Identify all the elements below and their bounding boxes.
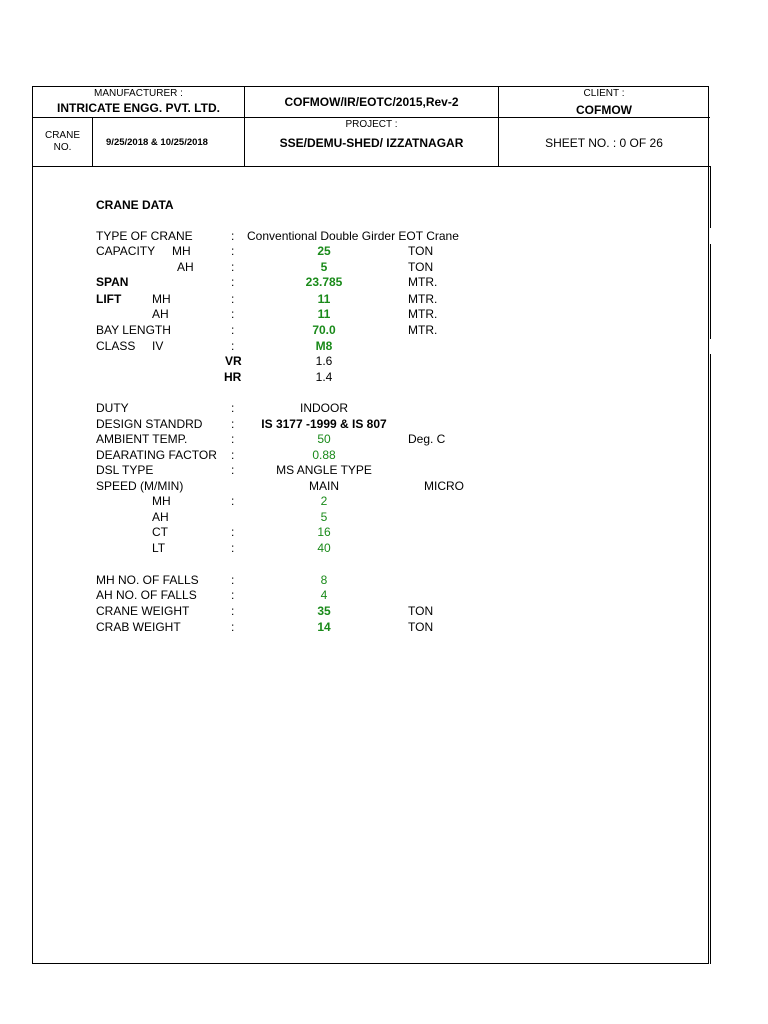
colon: : xyxy=(231,275,235,289)
document-number: COFMOW/IR/EOTC/2015,Rev-2 xyxy=(284,95,459,109)
capacity-mh-label: MH xyxy=(172,244,191,258)
vr-value: 1.6 xyxy=(315,354,333,368)
capacity-ah-label: AH xyxy=(177,260,194,274)
colon: : xyxy=(231,494,235,508)
edge-mark-2 xyxy=(710,244,711,339)
colon: : xyxy=(231,292,235,306)
hr-label: HR xyxy=(224,370,242,384)
header-divider-1 xyxy=(32,117,710,118)
colon: : xyxy=(231,323,235,337)
colon: : xyxy=(231,417,235,431)
lift-mh-unit: MTR. xyxy=(408,292,438,306)
sheet-number: SHEET NO. : 0 OF 26 xyxy=(545,136,663,150)
hr-value: 1.4 xyxy=(315,370,333,384)
section-title: CRANE DATA xyxy=(96,198,174,212)
crab-weight-label: CRAB WEIGHT xyxy=(96,620,181,634)
crab-weight-unit: TON xyxy=(408,620,434,634)
speed-ah-value: 5 xyxy=(320,510,328,524)
crane-no-label-2: NO. xyxy=(53,142,72,153)
span-unit: MTR. xyxy=(408,275,438,289)
crane-weight-unit: TON xyxy=(408,604,434,618)
dsl-type-value: MS ANGLE TYPE xyxy=(276,463,372,477)
colon: : xyxy=(231,573,235,587)
colon: : xyxy=(231,229,235,243)
design-standard-label: DESIGN STANDRD xyxy=(96,417,203,431)
lift-label: LIFT xyxy=(96,292,122,306)
derating-factor-label: DEARATING FACTOR xyxy=(96,448,217,462)
colon: : xyxy=(231,401,235,415)
span-label: SPAN xyxy=(96,275,129,289)
speed-mh-label: MH xyxy=(152,494,171,508)
speed-ah-label: AH xyxy=(152,510,169,524)
colon: : xyxy=(231,525,235,539)
capacity-mh-unit: TON xyxy=(408,244,434,258)
lift-mh-value: 11 xyxy=(317,292,331,306)
client-name: COFMOW xyxy=(576,103,632,117)
class-value: M8 xyxy=(315,339,333,353)
colon: : xyxy=(231,260,235,274)
bay-length-label: BAY LENGTH xyxy=(96,323,171,337)
duty-label: DUTY xyxy=(96,401,129,415)
colon: : xyxy=(231,620,235,634)
lift-ah-label: AH xyxy=(152,307,169,321)
manufacturer-label: MANUFACTURER : xyxy=(94,88,183,99)
duty-value: INDOOR xyxy=(300,401,348,415)
type-of-crane-value: Conventional Double Girder EOT Crane xyxy=(247,229,459,243)
colon: : xyxy=(231,339,235,353)
mh-falls-label: MH NO. OF FALLS xyxy=(96,573,199,587)
ambient-temp-value: 50 xyxy=(317,432,331,446)
manufacturer-name: INTRICATE ENGG. PVT. LTD. xyxy=(57,101,220,115)
lift-ah-value: 11 xyxy=(317,307,331,321)
ah-falls-value: 4 xyxy=(320,588,328,602)
client-label: CLIENT : xyxy=(583,88,625,99)
span-value: 23.785 xyxy=(305,275,343,289)
bay-length-value: 70.0 xyxy=(312,323,336,337)
derating-factor-value: 0.88 xyxy=(312,448,336,462)
colon: : xyxy=(231,604,235,618)
speed-lt-value: 40 xyxy=(317,541,331,555)
crane-weight-label: CRANE WEIGHT xyxy=(96,604,190,618)
design-standard-value: IS 3177 -1999 & IS 807 xyxy=(261,417,387,431)
colon: : xyxy=(231,588,235,602)
speed-lt-label: LT xyxy=(152,541,166,555)
bay-length-unit: MTR. xyxy=(408,323,438,337)
class-sub-label: IV xyxy=(152,339,164,353)
crane-dates: 9/25/2018 & 10/25/2018 xyxy=(106,137,208,148)
speed-main-header: MAIN xyxy=(309,479,339,493)
colon: : xyxy=(231,244,235,258)
ambient-temp-unit: Deg. C xyxy=(408,432,446,446)
mh-falls-value: 8 xyxy=(320,573,328,587)
capacity-label: CAPACITY xyxy=(96,244,156,258)
ambient-temp-label: AMBIENT TEMP. xyxy=(96,432,188,446)
project-name: SSE/DEMU-SHED/ IZZATNAGAR xyxy=(279,136,464,150)
capacity-mh-value: 25 xyxy=(317,244,331,258)
class-label: CLASS xyxy=(96,339,136,353)
crane-no-label-1: CRANE xyxy=(44,130,80,141)
document-frame xyxy=(32,86,709,964)
capacity-ah-unit: TON xyxy=(408,260,434,274)
dsl-type-label: DSL TYPE xyxy=(96,463,154,477)
type-of-crane-label: TYPE OF CRANE xyxy=(96,229,193,243)
edge-mark-3 xyxy=(710,354,711,964)
capacity-ah-value: 5 xyxy=(320,260,328,274)
speed-label: SPEED (M/MIN) xyxy=(96,479,184,493)
colon: : xyxy=(231,307,235,321)
edge-mark-1 xyxy=(710,166,711,228)
colon: : xyxy=(231,541,235,555)
project-label: PROJECT : xyxy=(345,119,398,130)
speed-ct-value: 16 xyxy=(317,525,331,539)
colon: : xyxy=(231,448,235,462)
lift-ah-unit: MTR. xyxy=(408,307,438,321)
lift-mh-label: MH xyxy=(152,292,171,306)
header-divider-2 xyxy=(32,166,710,167)
ah-falls-label: AH NO. OF FALLS xyxy=(96,588,197,602)
vr-label: VR xyxy=(225,354,242,368)
speed-mh-value: 2 xyxy=(320,494,328,508)
colon: : xyxy=(231,432,235,446)
speed-micro-header: MICRO xyxy=(424,479,464,493)
colon: : xyxy=(231,463,235,477)
crab-weight-value: 14 xyxy=(317,620,331,634)
crane-weight-value: 35 xyxy=(317,604,331,618)
speed-ct-label: CT xyxy=(152,525,168,539)
